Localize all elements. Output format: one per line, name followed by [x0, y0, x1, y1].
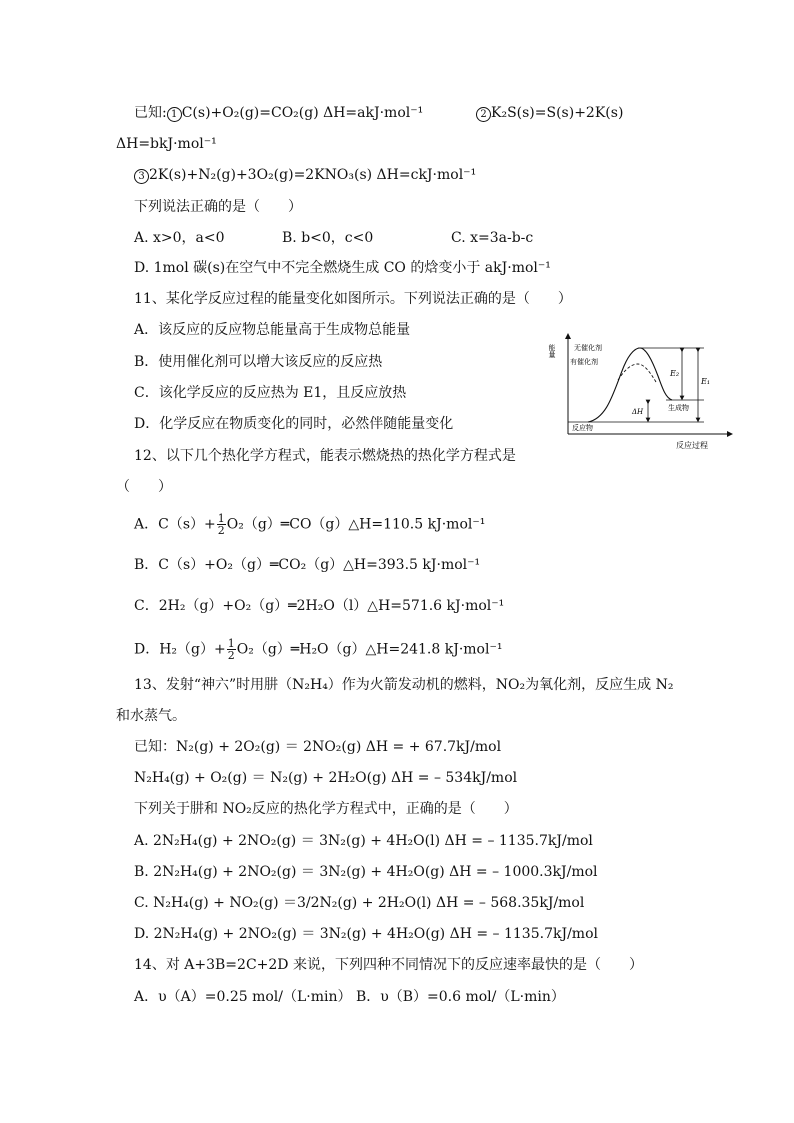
q10-reaction3-line — [134, 166, 476, 184]
dh-label: ΔH — [632, 408, 644, 416]
q13-given2: N₂H₄(g) + O₂(g) ＝ N₂(g) + 2H₂O(g) ΔH = – 534kJ/mol — [134, 770, 518, 786]
q10-reaction2-number: 2 — [476, 107, 491, 122]
q14-options-ab: A．υ（A）=0.25 mol/（L·min） B．υ（B）=0.6 mol/（L·min） — [134, 989, 565, 1005]
q13-stem-end: 和水蒸气。 — [116, 708, 186, 724]
q11-option-c: C．该化学反应的反应热为 E1，且反应放热 — [134, 385, 407, 401]
q12-stem-end: （ ） — [116, 479, 172, 495]
fraction-numerator: 1 — [217, 512, 225, 525]
with-catalyst-label: 有催化剂 — [570, 358, 598, 366]
q13-option-d: D. 2N₂H₄(g) + 2NO₂(g) ＝ 3N₂(g) + 4H₂O(g) ΔH = – 1135.7kJ/mol — [134, 926, 598, 942]
q10-reaction2-dh: ΔH=bkJ·mol⁻¹ — [116, 136, 217, 152]
e2-label: E₂ — [670, 369, 680, 378]
q10-given-prefix: 已知: — [134, 105, 167, 121]
q10-option-d: D. 1mol 碳(s)在空气中不完全燃烧生成 CO 的焓变小于 akJ·mol⁻¹ — [134, 260, 551, 276]
q10-question: 下列说法正确的是（ ） — [134, 199, 302, 215]
q12-option-a-suffix: O₂（g）═CO（g）△H=110.5 kJ·mol⁻¹ — [226, 516, 486, 533]
q14-stem: 14、对 A+3B=2C+2D 来说，下列四种不同情况下的反应速率最快的是（ ） — [134, 957, 643, 973]
half-fraction — [217, 513, 226, 536]
q10-option-b: B. b<0，c<0 — [282, 230, 374, 246]
q12-option-a — [134, 513, 485, 536]
no-catalyst-label: 无催化剂 — [574, 344, 602, 352]
q10-option-a: A. x>0，a<0 — [134, 230, 225, 246]
half-fraction — [227, 638, 236, 661]
q12-option-d — [134, 638, 502, 661]
y-axis-label: 能量 — [548, 344, 556, 358]
q11-option-d: D．化学反应在物质变化的同时，必然伴随能量变化 — [134, 416, 454, 432]
q13-option-b: B. 2N₂H₄(g) + 2NO₂(g) ＝ 3N₂(g) + 4H₂O(g) ΔH = – 1000.3kJ/mol — [134, 864, 598, 880]
q11-option-a: A．该反应的反应物总能量高于生成物总能量 — [134, 322, 411, 338]
q12-option-c: C．2H₂（g）+O₂（g）═2H₂O（l）△H=571.6 kJ·mol⁻¹ — [134, 598, 505, 614]
q12-option-d-suffix: O₂（g）═H₂O（g）△H=241.8 kJ·mol⁻¹ — [236, 641, 503, 658]
q13-option-c: C. N₂H₄(g) + NO₂(g) ＝3/2N₂(g) + 2H₂O(l) ΔH = – 568.35kJ/mol — [134, 895, 585, 911]
q10-reaction2: K₂S(s)=S(s)+2K(s) — [491, 105, 624, 121]
q10-option-c: C. x=3a-b-c — [451, 230, 534, 246]
fraction-numerator: 1 — [227, 637, 235, 650]
q12-option-a-prefix: A．C（s）+ — [134, 516, 216, 533]
q10-reaction1: C(s)+O₂(g)=CO₂(g) ΔH=akJ·mol⁻¹ — [181, 105, 424, 121]
q13-stem: 13、发射“神六”时用肼（N₂H₄）作为火箭发动机的燃料，NO₂为氧化剂，反应生成 N₂ — [134, 677, 674, 693]
q12-option-d-prefix: D．H₂（g）+ — [134, 641, 226, 658]
q13-option-a: A. 2N₂H₄(g) + 2NO₂(g) ＝ 3N₂(g) + 4H₂O(l) ΔH = – 1135.7kJ/mol — [134, 833, 593, 849]
q12-stem: 12、以下几个热化学方程式，能表示燃烧热的热化学方程式是 — [134, 448, 516, 464]
product-label: 生成物 — [668, 404, 689, 412]
q13-given1: 已知：N₂(g) + 2O₂(g) ＝ 2NO₂(g) ΔH = + 67.7kJ/mol — [134, 739, 502, 755]
q13-question: 下列关于肼和 NO₂反应的热化学方程式中，正确的是（ ） — [134, 801, 518, 817]
q10-reaction3: 2K(s)+N₂(g)+3O₂(g)=2KNO₃(s) ΔH=ckJ·mol⁻¹ — [149, 167, 477, 183]
q11-option-b: B．使用催化剂可以增大该反应的反应热 — [134, 354, 383, 370]
no-catalyst-curve — [588, 348, 672, 422]
fraction-denominator: 2 — [217, 524, 225, 537]
fraction-denominator: 2 — [227, 649, 235, 662]
q10-reaction1-number: 1 — [167, 107, 182, 122]
reactant-label: 反应物 — [572, 424, 593, 432]
q10-reaction3-number: 3 — [134, 169, 149, 184]
q10-reaction2-line — [476, 104, 623, 122]
q10-given-line1 — [134, 104, 423, 122]
x-axis-label: 反应过程 — [676, 441, 708, 450]
energy-diagram — [548, 330, 736, 452]
q11-stem: 11、某化学反应过程的能量变化如图所示。下列说法正确的是（ ） — [134, 291, 572, 307]
q12-option-b: B．C（s）+O₂（g）═CO₂（g）△H=393.5 kJ·mol⁻¹ — [134, 557, 481, 573]
e1-label: E₁ — [701, 377, 711, 386]
